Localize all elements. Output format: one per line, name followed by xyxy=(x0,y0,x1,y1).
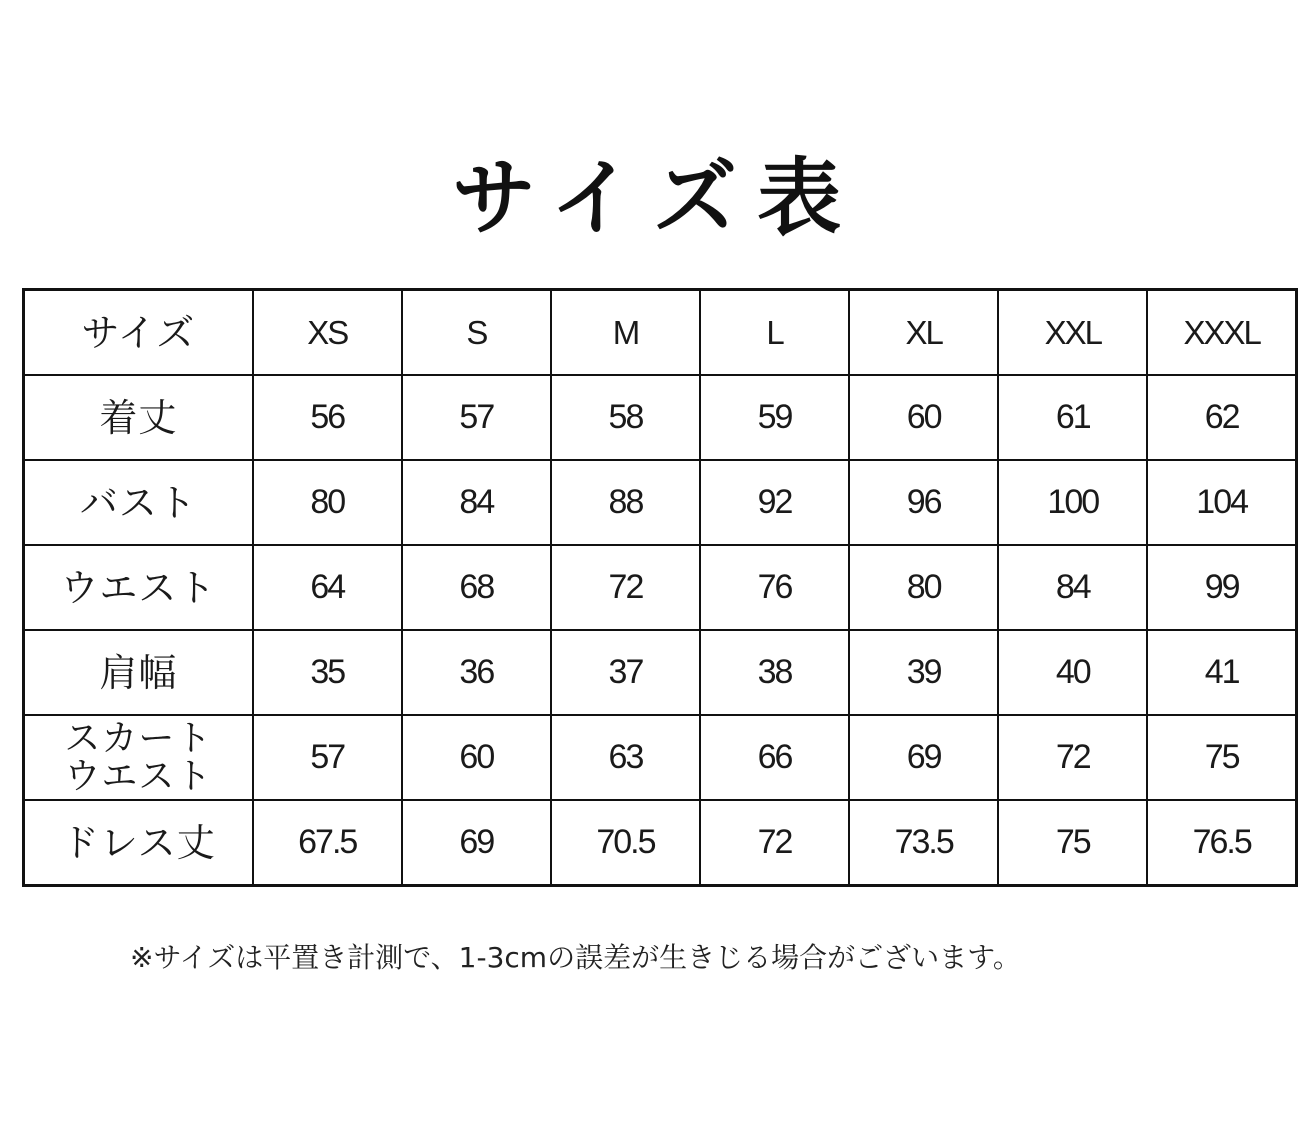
cell-value: 100 xyxy=(1047,483,1099,521)
cell-value: 59 xyxy=(757,398,792,436)
size-xxxl: XXXL xyxy=(1183,313,1260,351)
value-cell xyxy=(700,800,849,886)
value-cell xyxy=(998,375,1147,460)
row-label-cell xyxy=(24,715,253,800)
cell-value: 69 xyxy=(459,823,494,861)
value-cell xyxy=(551,545,700,630)
cell-value: 66 xyxy=(757,738,792,776)
cell-value: 88 xyxy=(608,483,643,521)
value-cell xyxy=(700,715,849,800)
cell-value: 84 xyxy=(1055,568,1090,606)
cell-value: 56 xyxy=(310,398,345,436)
size-xs: XS xyxy=(307,313,348,351)
cell-value: 68 xyxy=(459,568,494,606)
value-cell xyxy=(700,375,849,460)
value-cell xyxy=(253,630,402,715)
row-label-cell xyxy=(24,375,253,460)
header-label: サイズ xyxy=(81,310,196,355)
table-header-row xyxy=(24,290,1297,376)
table-row-skirt-waist xyxy=(24,715,1297,800)
cell-value: 37 xyxy=(608,653,643,691)
row-label-cell xyxy=(24,800,253,886)
value-cell xyxy=(253,800,402,886)
header-size-cell xyxy=(998,290,1147,376)
cell-value: 80 xyxy=(906,568,941,606)
cell-value: 75 xyxy=(1055,823,1090,861)
measurement-note: ※サイズは平置き計測で、1-3cmの誤差が生きじる場合がございます。 xyxy=(130,941,1021,974)
row-label-cell xyxy=(24,545,253,630)
value-cell xyxy=(998,800,1147,886)
value-cell xyxy=(998,630,1147,715)
value-cell xyxy=(402,460,551,545)
value-cell xyxy=(253,375,402,460)
cell-value: 84 xyxy=(459,483,494,521)
cell-value: 40 xyxy=(1055,653,1090,691)
value-cell xyxy=(1147,545,1296,630)
value-cell xyxy=(402,715,551,800)
value-cell xyxy=(253,460,402,545)
cell-value: 75 xyxy=(1204,738,1239,776)
cell-value: 57 xyxy=(310,738,345,776)
table-row-bust xyxy=(24,460,1297,545)
header-size-cell xyxy=(1147,290,1296,376)
cell-value: 39 xyxy=(906,653,941,691)
cell-value: 60 xyxy=(459,738,494,776)
cell-value: 70.5 xyxy=(596,823,655,861)
value-cell xyxy=(849,715,998,800)
value-cell xyxy=(998,545,1147,630)
cell-value: 76.5 xyxy=(1192,823,1251,861)
value-cell xyxy=(551,715,700,800)
header-size-cell xyxy=(253,290,402,376)
value-cell xyxy=(849,460,998,545)
cell-value: 72 xyxy=(757,823,792,861)
cell-value: 67.5 xyxy=(298,823,357,861)
table-row-shoulder xyxy=(24,630,1297,715)
cell-value: 64 xyxy=(310,568,345,606)
row-label-line2: ウエスト xyxy=(64,755,213,797)
value-cell xyxy=(849,545,998,630)
value-cell xyxy=(849,375,998,460)
table-row-length xyxy=(24,375,1297,460)
size-s: S xyxy=(466,313,487,351)
cell-value: 69 xyxy=(906,738,941,776)
header-label-cell xyxy=(24,290,253,376)
row-label: 肩幅 xyxy=(99,650,178,695)
cell-value: 58 xyxy=(608,398,643,436)
cell-value: 99 xyxy=(1204,568,1239,606)
header-size-cell xyxy=(700,290,849,376)
row-label: ドレス丈 xyxy=(60,820,216,865)
header-size-cell xyxy=(849,290,998,376)
cell-value: 92 xyxy=(757,483,792,521)
size-xxl: XXL xyxy=(1044,313,1101,351)
size-m: M xyxy=(612,313,639,351)
cell-value: 63 xyxy=(608,738,643,776)
row-label-line1: スカート xyxy=(64,717,213,759)
row-label: ウエスト xyxy=(60,565,217,610)
value-cell xyxy=(1147,800,1296,886)
value-cell xyxy=(402,630,551,715)
row-label-cell xyxy=(24,460,253,545)
page-title: サイズ表 xyxy=(451,148,862,247)
cell-value: 60 xyxy=(906,398,941,436)
value-cell xyxy=(1147,715,1296,800)
header-size-cell xyxy=(402,290,551,376)
cell-value: 104 xyxy=(1196,483,1248,521)
value-cell xyxy=(402,375,551,460)
value-cell xyxy=(253,715,402,800)
value-cell xyxy=(551,630,700,715)
value-cell xyxy=(849,800,998,886)
cell-value: 62 xyxy=(1204,398,1239,436)
value-cell xyxy=(700,630,849,715)
cell-value: 41 xyxy=(1204,653,1239,691)
row-label: バスト xyxy=(79,480,197,525)
value-cell xyxy=(551,460,700,545)
table-row-waist xyxy=(24,545,1297,630)
value-cell xyxy=(1147,375,1296,460)
size-chart-table xyxy=(22,288,1298,887)
cell-value: 72 xyxy=(608,568,643,606)
header-size-cell xyxy=(551,290,700,376)
cell-value: 36 xyxy=(459,653,494,691)
cell-value: 61 xyxy=(1055,398,1090,436)
cell-value: 73.5 xyxy=(894,823,953,861)
value-cell xyxy=(1147,460,1296,545)
cell-value: 72 xyxy=(1055,738,1090,776)
row-label: 着丈 xyxy=(99,395,178,440)
size-xl: XL xyxy=(905,313,942,351)
value-cell xyxy=(700,545,849,630)
size-l: L xyxy=(766,313,783,351)
cell-value: 35 xyxy=(310,653,345,691)
value-cell xyxy=(253,545,402,630)
cell-value: 80 xyxy=(310,483,345,521)
cell-value: 57 xyxy=(459,398,494,436)
cell-value: 96 xyxy=(906,483,941,521)
value-cell xyxy=(998,715,1147,800)
cell-value: 38 xyxy=(757,653,792,691)
value-cell xyxy=(849,630,998,715)
value-cell xyxy=(402,545,551,630)
value-cell xyxy=(998,460,1147,545)
value-cell xyxy=(402,800,551,886)
value-cell xyxy=(551,800,700,886)
value-cell xyxy=(1147,630,1296,715)
row-label-cell xyxy=(24,630,253,715)
value-cell xyxy=(700,460,849,545)
table-row-dress-length xyxy=(24,800,1297,886)
value-cell xyxy=(551,375,700,460)
cell-value: 76 xyxy=(757,568,792,606)
